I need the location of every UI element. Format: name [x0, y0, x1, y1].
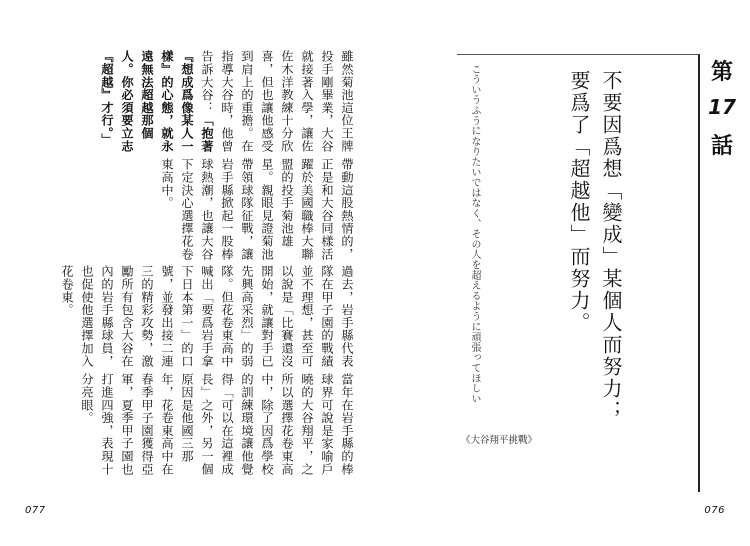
paragraph-3	[57, 158, 357, 266]
paragraph-1	[57, 373, 357, 481]
paragraph-4	[57, 50, 357, 158]
chapter-number: 17	[708, 95, 736, 119]
paragraph-text: 帶動這股熱情的，正是和大谷同樣活躍於美國職棒大聯盟的投手菊池雄星。親眼見證菊池帶領球隊征戰，讓岩手縣掀起一股棒球熱潮，也讓大谷下定決心選擇花卷東高中。	[160, 157, 354, 260]
japanese-original-quote: こういうふうになりたいではなく、その人を超えるように頑張ってほしい	[469, 64, 480, 404]
headline-line-1: 不要因爲想「變成」某個人而努力；	[599, 70, 623, 422]
chapter-word-bottom: 話	[710, 134, 733, 159]
chapter-word-top: 第	[710, 60, 733, 85]
source-citation: 《大谷翔平挑戰》	[461, 435, 538, 446]
paragraph-text: 雖然菊池這位王牌投手剛畢業，大谷就接著入學，讓佐佐木洋教練十分欣喜，但也讓他感受到肩上的重擔。在指導大谷時，他曾告訴大谷：	[200, 50, 354, 153]
paragraph-text: 過去，岩手縣代表隊在甲子園的戰績並不理想，甚至可以說是「比賽還沒開始，就讓對手已先興高采烈」的弱隊。但花卷東高中喊出「要爲岩手拿下日本第一」的口號，並發出接二連三的精彩攻勢，激勵所有包含大谷在內的岩手縣球員，也促使他選擇加入花卷東。	[60, 265, 354, 368]
paragraph-2	[57, 265, 357, 373]
bold-quote: 「抱著『想成爲像某人一樣』的心態，就永遠無法超越那個人。你必須要立志『超越』才行。」	[100, 50, 214, 153]
chapter-headline	[563, 70, 627, 430]
paragraph-text: 當年在岩手縣的棒球界可說是家喻戶曉的大谷翔平，之所以選擇花卷東高中，除了因爲學校的訓練環境讓他覺得「可以在這裡成長」之外，另一個原因是他國三那年，花卷東高中在春季甲子園獲得亞軍，夏季甲子園也打進四強，表現十分亮眼。	[80, 372, 354, 475]
page-number-left: 077	[25, 505, 46, 516]
chapter-label	[700, 54, 744, 160]
headline-line-2: 要爲了「超越他」而努力。	[567, 70, 591, 334]
body-text	[57, 50, 357, 480]
right-page	[375, 0, 750, 546]
page-number-right: 076	[704, 505, 725, 516]
